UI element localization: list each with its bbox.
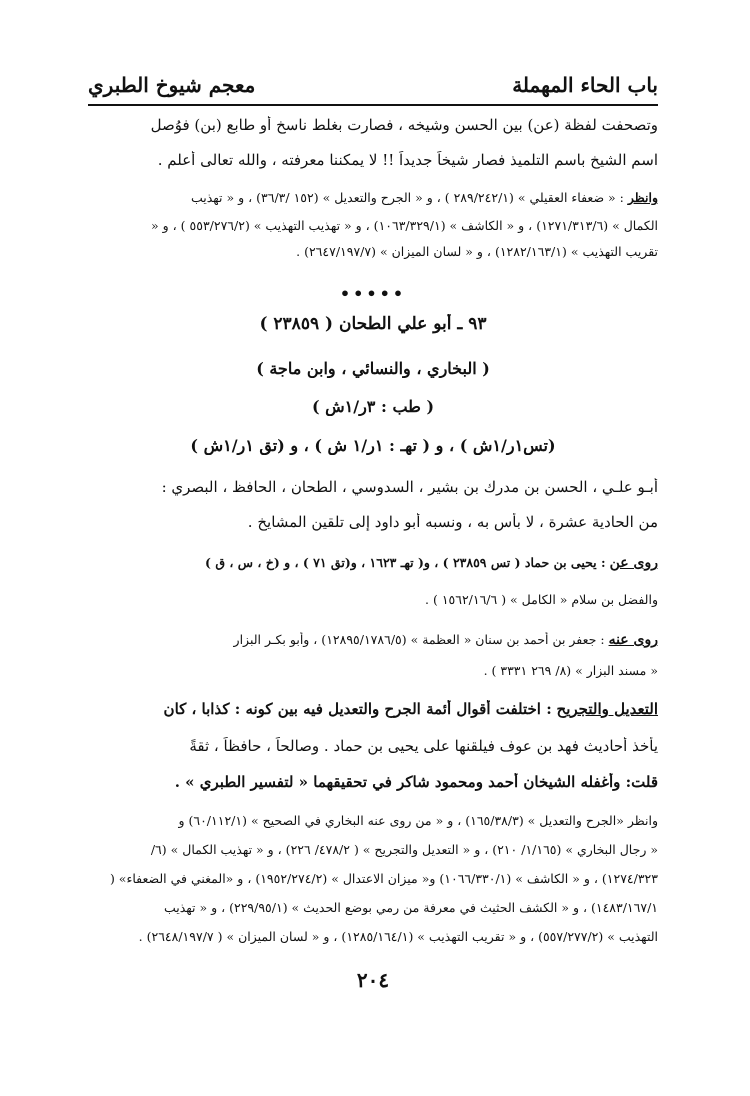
narrated-from-label: روى عن: [609, 555, 658, 571]
biography-line-2: من الحادية عشرة ، لا بأس به ، ونسبه أبو داود إلى تلقين المشايخ .: [247, 513, 658, 531]
reference-block-2-line-3: ١٢٧٤/٣٢٣) ، و « الكاشف » (١٠٦٦/٣٣٠/١) و« ميزان الاعتدال » (١٩٥٢/٢٧٤/٢) ، و «المغني في الضعفاء» (: [109, 871, 658, 886]
book-title: معجم شيوخ الطبري: [88, 73, 256, 97]
narrated-by-label: روى عنه: [608, 632, 658, 648]
narrated-by-line-1: [88, 632, 658, 648]
narrated-by-text: : جعفر بن أحمد بن سنان « العظمة » (١٢٨٩٥/١٧٨٦/٥) ، وأبو بكـر البزار: [233, 632, 605, 647]
entry-book-references: (تس١ر/١ش ) ، و ( تهـ : ١ر/١ ش ) ، و (تق ١ر/١ش ): [190, 436, 556, 455]
reference-block-1-line-1: [88, 190, 658, 205]
reference-block-2-line-1: [88, 813, 658, 828]
page-header: [88, 68, 658, 102]
narrated-from-line-2: والفضل بن سلام « الكامل » ( ١٥٦٢/١٦/٦ ) .: [425, 592, 658, 607]
evaluation-line-2: يأخذ أحاديث فهد بن عوف فيلقنها على يحيى بن حماد . وصالحاً ، حافظاً ، ثقةً: [189, 737, 658, 755]
reference-text-2: «الجرح والتعديل » (١٦٥/٣٨/٣) ، و « من روى عنه البخاري في الصحيح » (٦٠/١١٢/١) و: [178, 813, 624, 828]
entry-sources: ( البخاري ، والنسائي ، وابن ماجة ): [256, 359, 490, 378]
intro-line-1: وتصحفت لفظة (عن) بين الحسن وشيخه ، فصارت بغلط ناسخ أو طابع (بن) فوُصل: [150, 116, 658, 134]
narrated-from-text: : يحيى بن حماد ( تس ٢٣٨٥٩ ) ، و( تهـ ١٦٢٣ ، و(تق ٧١ ) ، و (خ ، س ، ق ): [205, 555, 606, 570]
entry-title: ٩٣ ـ أبو علي الطحان ( ٢٣٨٥٩ ): [259, 314, 487, 334]
see-also-label: وانظر: [627, 190, 658, 205]
evaluation-text: : اختلفت أقوال أئمة الجرح والتعديل فيه بين كونه : كذابا ، كان: [163, 700, 552, 718]
editor-note: قلت: وأغفله الشيخان أحمد ومحمود شاكر في تحقيقهما « لتفسير الطبري » .: [174, 773, 658, 791]
reference-block-2-line-2: « رجال البخاري » (١/١٦٥/ ٢١٠) ، و « التعديل والتجريح » ( ٤٧٨/٢/ ٢٢٦) ، و « تهذيب الكمال » (٦/: [150, 842, 658, 857]
intro-line-2: اسم الشيخ باسم التلميذ فصار شيخاً جديداً !! لا يمكننا معرفته ، والله تعالى أعلم .: [157, 151, 658, 169]
reference-block-1-line-2: الكمال » (١٢٧١/٣١٣/٦) ، و « الكاشف » (١٠٦٣/٣٢٩/١) ، و « تهذيب التهذيب » (٥٥٣/٢٧٦/٢ ) ، و «: [151, 218, 658, 233]
biography-line-1: أبـو علـي ، الحسن بن مدرك بن بشير ، السدوسي ، الطحان ، الحافظ ، البصري :: [161, 478, 658, 496]
evaluation-line-1: [88, 700, 658, 718]
narrated-by-line-2: « مسند البزار » (٨/ ٢٦٩ ٣٣٣١ ) .: [483, 663, 658, 678]
entry-tab-reference: ( طب : ٣ر/١ش ): [311, 397, 435, 416]
chapter-title: باب الحاء المهملة: [512, 73, 658, 97]
section-separator: •••••: [339, 284, 407, 303]
page-number: ٢٠٤: [356, 968, 390, 992]
header-rule: [88, 104, 658, 106]
evaluation-label: التعديل والتجريح: [556, 700, 658, 718]
reference-block-2-line-5: التهذيب » (٥٥٧/٢٧٧/٢) ، و « تقريب التهذيب » (١٢٨٥/١٦٤/١) ، و « لسان الميزان » ( ٢٦٤٨/١٩٧/٧) .: [138, 929, 658, 944]
see-also-label-2: وانظر: [627, 813, 658, 828]
reference-block-2-line-4: ١٤٨٣/١٦٧/١) ، و « الكشف الحثيث في معرفة من رمي بوضع الحديث » (٢٢٩/٩٥/١) ، و « تهذيب: [163, 900, 658, 915]
reference-block-1-line-3: تقريب التهذيب » (١٢٨٢/١٦٣/١) ، و « لسان الميزان » (٢٦٤٧/١٩٧/٧) .: [296, 244, 658, 259]
reference-text: : « ضعفاء العقيلي » (٢٨٩/٢٤٢/١ ) ، و « الجرح والتعديل » (١٥٢ /٣٦/٣) ، و « تهذيب: [190, 190, 624, 205]
narrated-from-line-1: [88, 555, 658, 571]
